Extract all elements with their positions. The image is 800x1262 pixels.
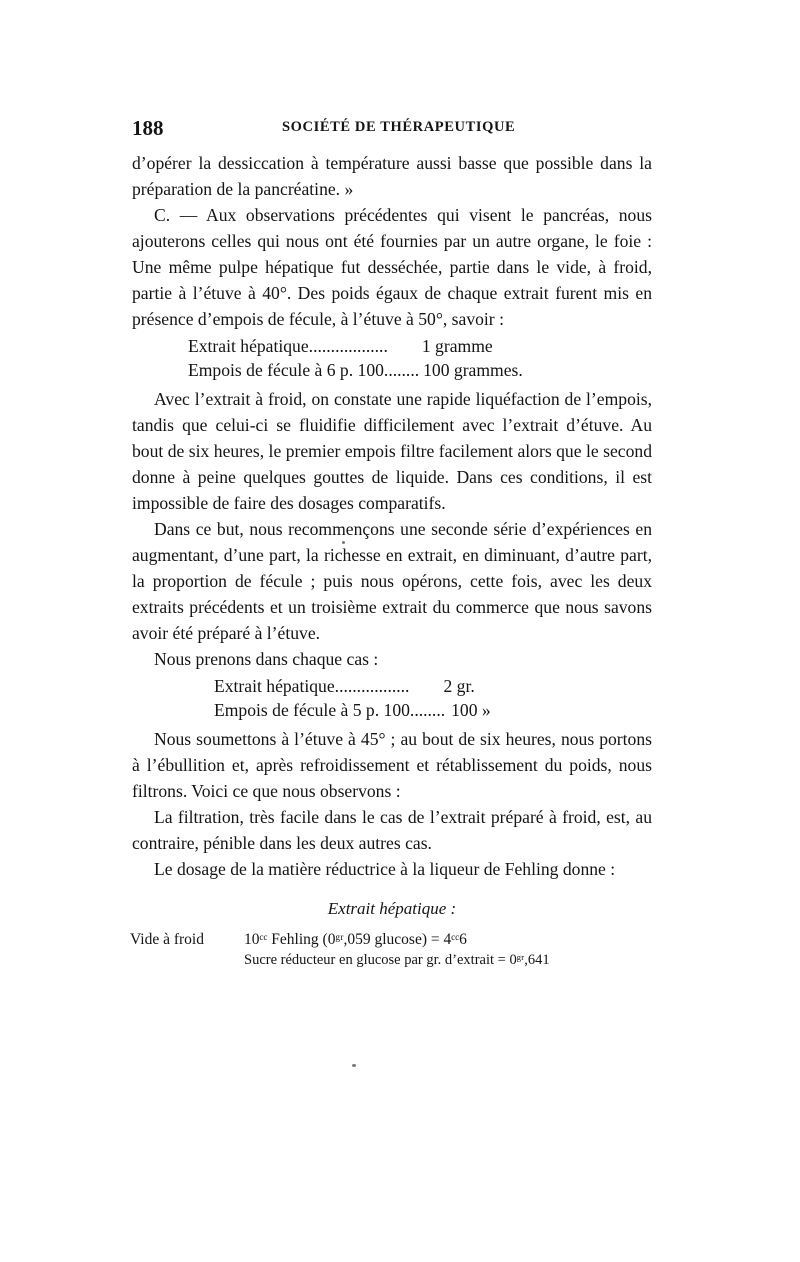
result-condition: Vide à froid bbox=[130, 931, 204, 948]
print-speck bbox=[342, 541, 345, 544]
result-table bbox=[132, 930, 652, 974]
list-item-label: Empois de fécule à 6 p. 100 bbox=[188, 360, 384, 380]
paragraph-2: C. — Aux observations précédentes qui visent le pancréas, nous ajouterons celles qui nous ont été fournies par un autre organe, le foie : Une même pulpe hépatique fut desséchée, partie dans le vide, à froid, partie à l’étuve à 40°. Des poids égaux de chaque extrait furent mis en présence d’empois de fécule, à l’étuve à 50°, savoir : bbox=[132, 205, 652, 329]
leader-dots: ................. bbox=[334, 676, 410, 696]
list-item-label: Empois de fécule à 5 p. 100 bbox=[214, 700, 410, 720]
list-item-value: 2 gr. bbox=[443, 676, 475, 696]
list-item bbox=[132, 674, 652, 698]
list-item-label: Extrait hépatique bbox=[188, 336, 309, 356]
paragraph-4: Dans ce but, nous recommençons une seconde série d’expériences en augmentant, d’une part, la richesse en extrait, en diminuant, d’autre part, la proportion de fécule ; puis nous opérons, cette fois, avec les deux extraits précédents et un troisième extrait du commerce que nous savons avoir été préparé à l’étuve. bbox=[132, 519, 652, 643]
leader-dots: ........ bbox=[409, 700, 446, 720]
ingredient-list-1 bbox=[132, 334, 652, 382]
print-speck bbox=[352, 1064, 356, 1067]
list-item-value: 100 grammes. bbox=[423, 360, 523, 380]
page-header bbox=[132, 116, 660, 138]
result-line-1: 10ᶜᶜ Fehling (0ᵍʳ,059 glucose) = 4ᶜᶜ6 bbox=[244, 931, 467, 948]
paragraph-8: Le dosage de la matière réductrice à la liqueur de Fehling donne : bbox=[154, 859, 616, 879]
list-item-label: Extrait hépatique bbox=[214, 676, 335, 696]
paragraph-7: La filtration, très facile dans le cas de l’extrait préparé à froid, est, au contraire, pénible dans les deux autres cas. bbox=[132, 807, 652, 853]
leader-dots: ........ bbox=[383, 360, 420, 380]
section-title: Extrait hépatique : bbox=[327, 899, 457, 918]
page-number: 188 bbox=[132, 116, 164, 140]
running-title: SOCIÉTÉ DE THÉRAPEUTIQUE bbox=[282, 119, 516, 135]
paragraph-6: Nous soumettons à l’étuve à 45° ; au bout de six heures, nous portons à l’ébullition et, après refroidissement et rétablissement du poids, nous filtrons. Voici ce que nous observons : bbox=[132, 729, 652, 801]
list-item bbox=[132, 358, 652, 382]
list-item bbox=[132, 698, 652, 722]
ingredient-list-2 bbox=[132, 674, 652, 722]
paragraph-3: Avec l’extrait à froid, on constate une rapide liquéfaction de l’empois, tandis que celui-ci se fluidifie difficilement avec l’extrait d’étuve. Au bout de six heures, le premier empois filtre facilement alors que le second donne à peine quelques gouttes de liquide. Dans ces conditions, il est impossible de faire des dosages comparatifs. bbox=[132, 389, 652, 513]
list-item-value: 100 » bbox=[451, 700, 491, 720]
leader-dots: .................. bbox=[308, 336, 388, 356]
list-item-value: 1 gramme bbox=[421, 336, 493, 356]
page-body bbox=[132, 150, 652, 974]
paragraph-5: Nous prenons dans chaque cas : bbox=[154, 649, 379, 669]
paragraph-1: d’opérer la dessiccation à température aussi basse que possible dans la préparation de la pancréatine. » bbox=[132, 153, 652, 199]
list-item bbox=[132, 334, 652, 358]
result-line-2: Sucre réducteur en glucose par gr. d’extrait = 0ᵍʳ,641 bbox=[244, 952, 550, 968]
